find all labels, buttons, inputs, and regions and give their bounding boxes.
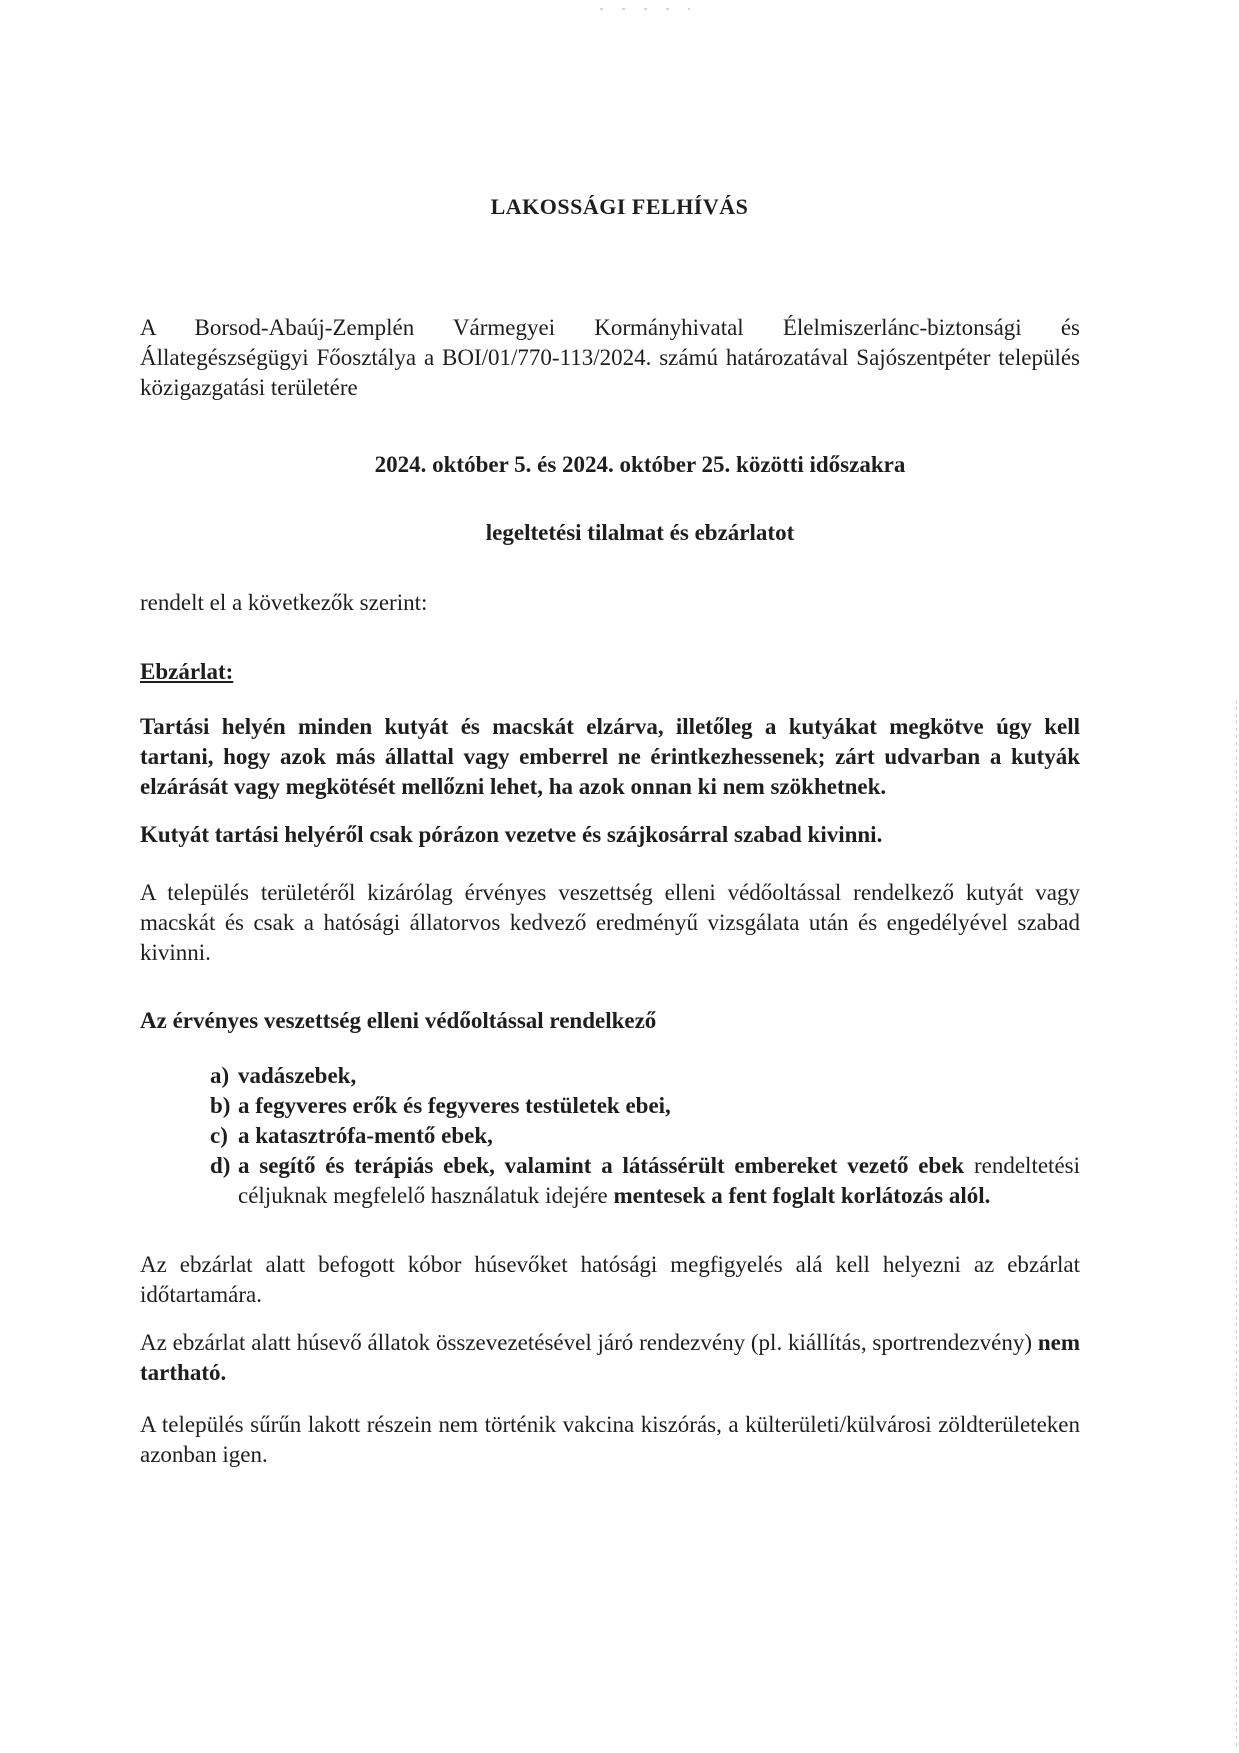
- stray-animals-paragraph: Az ebzárlat alatt befogott kóbor húsevőket hatósági megfigyelés alá kell helyezni az ebzárlat időtartamára.: [140, 1252, 1080, 1307]
- list-marker: b): [210, 1093, 231, 1118]
- ordered-line: rendelt el a következők szerint:: [140, 590, 428, 615]
- events-bold-text: nem tartható.: [140, 1330, 1081, 1385]
- list-item-text-bold-end: mentesek a fent foglalt korlátozás alól.: [613, 1183, 991, 1208]
- list-item: [210, 1151, 1080, 1211]
- scan-artifact: [600, 8, 690, 10]
- list-marker: c): [210, 1123, 228, 1148]
- list-marker: a): [210, 1063, 230, 1088]
- list-item-text-bold: a segítő és terápiás ebek, valamint a látássérült embereket vezető ebek: [238, 1153, 965, 1178]
- section-heading: Ebzárlat:: [140, 659, 234, 684]
- measures-line: legeltetési tilalmat és ebzárlatot: [485, 520, 795, 545]
- events-paragraph: [140, 1328, 1080, 1388]
- vaccine-paragraph: A település sűrűn lakott részein nem történik vakcina kiszórás, a külterületi/külvárosi zöldterületeken azonban igen.: [140, 1412, 1080, 1467]
- list-item: [210, 1061, 1080, 1091]
- rule-removal-paragraph: A település területéről kizárólag érvényes veszettség elleni védőoltással rendelkező kutyát vagy macskát és csak a hatósági állatorvos kedvező eredményű vizsgálata után és engedélyével szabad kivinni.: [140, 880, 1080, 965]
- events-text: Az ebzárlat alatt húsevő állatok összevezetésével járó rendezvény (pl. kiállítás, sportrendezvény): [140, 1330, 1033, 1355]
- list-marker: d): [210, 1153, 231, 1178]
- intro-paragraph: A Borsod-Abaúj-Zemplén Vármegyei Kormányhivatal Élelmiszerlánc-biztonsági és Állategészségügyi Főosztálya a BOI/01/770-113/2024. számú határozatával Sajószentpéter település közigazgatási területére: [140, 315, 1080, 400]
- list-item: [210, 1091, 1080, 1121]
- exempt-heading: Az érvényes veszettség elleni védőoltással rendelkező: [140, 1008, 657, 1033]
- list-item-text: a fegyveres erők és fegyveres testületek ebei,: [238, 1093, 671, 1118]
- list-item-text: vadászebek,: [238, 1063, 357, 1088]
- rule-leash-paragraph: Kutyát tartási helyéről csak pórázon vezetve és szájkosárral szabad kivinni.: [140, 822, 883, 847]
- period-line: 2024. október 5. és 2024. október 25. közötti időszakra: [374, 452, 906, 477]
- document-title: LAKOSSÁGI FELHÍVÁS: [490, 194, 749, 219]
- rule-keeping-paragraph: Tartási helyén minden kutyát és macskát elzárva, illetőleg a kutyákat megkötve úgy kell tartani, hogy azok más állattal vagy emberrel ne érintkezhessenek; zárt udvarban a kutyák elzárását vagy megkötését mellőzni lehet, ha azok onnan ki nem szökhetnek.: [140, 714, 1080, 799]
- list-item-text-normal: rendeltetési céljuknak megfelelő használatuk idejére: [238, 1153, 1080, 1208]
- list-item-text: a katasztrófa-mentő ebek,: [238, 1123, 493, 1148]
- list-item: [210, 1121, 1080, 1151]
- scan-edge-artifact: [1236, 700, 1237, 1750]
- exempt-list: [210, 1061, 1080, 1211]
